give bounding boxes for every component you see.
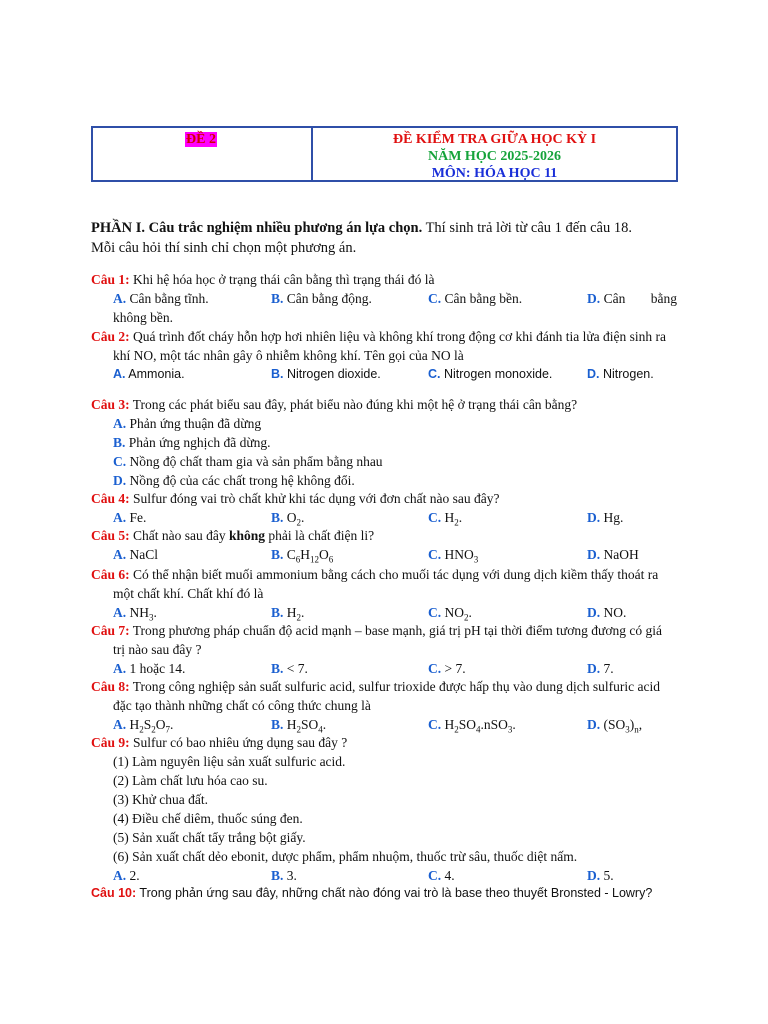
question-number: Câu 5: (91, 528, 130, 543)
section-instruction: Thí sinh trả lời từ câu 1 đến câu 18. (422, 220, 632, 236)
option-a: A. NaCl (113, 547, 158, 562)
section-instruction-2: Mỗi câu hỏi thí sinh chỉ chọn một phương án. (91, 240, 357, 256)
option-d: D. 5. (587, 868, 614, 883)
header-left-cell (93, 128, 313, 180)
question-text: Trong công nghiệp sản suất sulfuric acid, sulfur trioxide được hấp thụ vào dung dịch sulfuric acid (129, 679, 660, 694)
question-text: Sulfur có bao nhiêu ứng dụng sau đây ? (129, 735, 348, 750)
exam-code-label: ĐỀ 2 (186, 132, 216, 147)
question-number: Câu 6: (91, 567, 130, 582)
question-1 (91, 270, 681, 327)
options (91, 508, 681, 527)
option-c: C. $HNO_3$ (428, 547, 479, 565)
question-text-line2: trị nào sau đây ? (113, 642, 202, 657)
option-d: D. $(SO_3)_n$, (587, 717, 643, 735)
option-c: C. 4. (428, 868, 455, 883)
section-title: PHẦN I. Câu trắc nghiệm nhiều phương án lựa chọn. (91, 220, 423, 236)
option-d: D. 7. (587, 661, 614, 676)
option-a: A. $H_2S_2O_7$. (113, 717, 174, 735)
question-text: Sulfur đóng vai trò chất khử khi tác dụng với đơn chất nào sau đây? (129, 491, 500, 506)
options (91, 866, 681, 885)
option-b: B. $H_2$. (271, 605, 305, 623)
option-c: C. Nitrogen monoxide. (428, 367, 553, 381)
exam-year: NĂM HỌC 2025-2026 (428, 149, 561, 164)
exam-subject: MÔN: HÓA HỌC 11 (431, 166, 558, 181)
question-number: Câu 10: (91, 886, 137, 900)
question-number: Câu 7: (91, 623, 130, 638)
option-d: D. Hg. (587, 510, 624, 525)
list-item: (2) Làm chất lưu hóa cao su. (113, 773, 268, 788)
question-number: Câu 2: (91, 329, 130, 344)
option-c: C. Cân bằng bền. (428, 291, 523, 306)
option-b: B. Phản ứng nghịch đã dừng. (113, 435, 271, 450)
list-item: (5) Sản xuất chất tẩy trắng bột giấy. (113, 830, 306, 845)
exam-header-table (91, 126, 678, 182)
option-b: B. $C_6H_{12}O_6$ (271, 547, 334, 565)
option-a: A. Cân bằng tĩnh. (113, 291, 209, 306)
question-text: Trong phản ứng sau đây, những chất nào đóng vai trò là base theo thuyết Bronsted - Lowry? (136, 886, 653, 900)
question-2 (91, 327, 681, 384)
options (91, 365, 681, 384)
option-d: D. Cân bằng (587, 291, 677, 306)
emphasis-word: không (229, 528, 266, 543)
option-b: B. $O_2$. (271, 510, 305, 528)
question-text: Có thể nhận biết muối ammonium bằng cách cho muối tác dụng với dung dịch kiềm thấy thoát ra (129, 567, 659, 582)
option-c: C. $NO_2$. (428, 605, 472, 623)
question-number: Câu 1: (91, 272, 130, 287)
option-b: B. Cân bằng động. (271, 291, 372, 306)
list-item: (3) Khử chua đất. (113, 792, 209, 807)
list-item: (1) Làm nguyên liệu sản xuất sulfuric acid. (113, 754, 346, 769)
question-text-line2: một chất khí. Chất khí đó là (113, 586, 264, 601)
option-b: B. 3. (271, 868, 297, 883)
option-b: B. $H_2SO_4$. (271, 717, 327, 735)
question-number: Câu 8: (91, 679, 130, 694)
option-a: A. 1 hoặc 14. (113, 661, 186, 676)
option-d: D. NaOH (587, 547, 639, 562)
question-number: Câu 3: (91, 397, 130, 412)
options (91, 659, 681, 678)
option-a: A. $NH_3$. (113, 605, 157, 623)
options (91, 545, 681, 564)
question-3 (91, 395, 681, 490)
list-item: (4) Điều chế diêm, thuốc súng đen. (113, 811, 303, 826)
question-number: Câu 4: (91, 491, 130, 506)
option-c: C. $H_2SO_4.nSO_3$. (428, 717, 516, 735)
option-a: A. 2. (113, 868, 140, 883)
exam-title: ĐỀ KIỂM TRA GIỮA HỌC KỲ I (392, 132, 597, 147)
options (91, 603, 681, 622)
option-a: A. Ammonia. (113, 367, 185, 381)
options (91, 289, 681, 308)
question-text: Trong phương pháp chuẩn độ acid mạnh – base mạnh, giá trị pH tại thời điểm tương đương có giá (129, 623, 662, 638)
option-a: A. Fe. (113, 510, 147, 525)
header-right-cell (313, 128, 676, 180)
section-intro (91, 218, 691, 258)
question-6 (91, 565, 681, 622)
question-7 (91, 621, 681, 678)
question-4 (91, 489, 681, 527)
question-text-line2: đặc tạo thành những chất có công thức chung là (113, 698, 371, 713)
option-b: B. < 7. (271, 661, 308, 676)
option-c: C. > 7. (428, 661, 466, 676)
question-10 (91, 884, 681, 903)
question-text-line2: khí NO, một tác nhân gây ô nhiễm không khí. Tên gọi của NO là (113, 348, 464, 363)
option-d: D. NO. (587, 605, 627, 620)
question-text: Trong các phát biểu sau đây, phát biểu nào đúng khi một hệ ở trạng thái cân bằng? (129, 397, 578, 412)
question-text: Quá trình đốt cháy hỗn hợp hơi nhiên liệu và không khí trong động cơ khi đánh tia lửa điện sinh ra (129, 329, 667, 344)
option-c: C. $H_2$. (428, 510, 463, 528)
option-d: D. Nồng độ của các chất trong hệ không đổi. (113, 473, 355, 488)
options (91, 715, 681, 734)
question-text: Khi hệ hóa học ở trạng thái cân bằng thì trạng thái đó là (129, 272, 435, 287)
list-item: (6) Sản xuất chất dẻo ebonit, dược phẩm, phẩm nhuộm, thuốc trừ sâu, thuốc diệt nấm. (113, 849, 578, 864)
question-number: Câu 9: (91, 735, 130, 750)
option-b: B. Nitrogen dioxide. (271, 367, 381, 381)
option-c: C. Nồng độ chất tham gia và sản phẩm bằng nhau (113, 454, 383, 469)
question-5: Câu 5: Chất nào sau đây không phải là chất điện li? A. NaCl B. $C_6H_{12}O_6$ C. $HNO_3$ D. NaOH (91, 526, 681, 564)
option-d-continued: không bền. (113, 310, 173, 325)
option-d: D. Nitrogen. (587, 367, 654, 381)
option-a: A. Phản ứng thuận đã dừng (113, 416, 262, 431)
question-8 (91, 677, 681, 734)
question-9 (91, 733, 681, 885)
